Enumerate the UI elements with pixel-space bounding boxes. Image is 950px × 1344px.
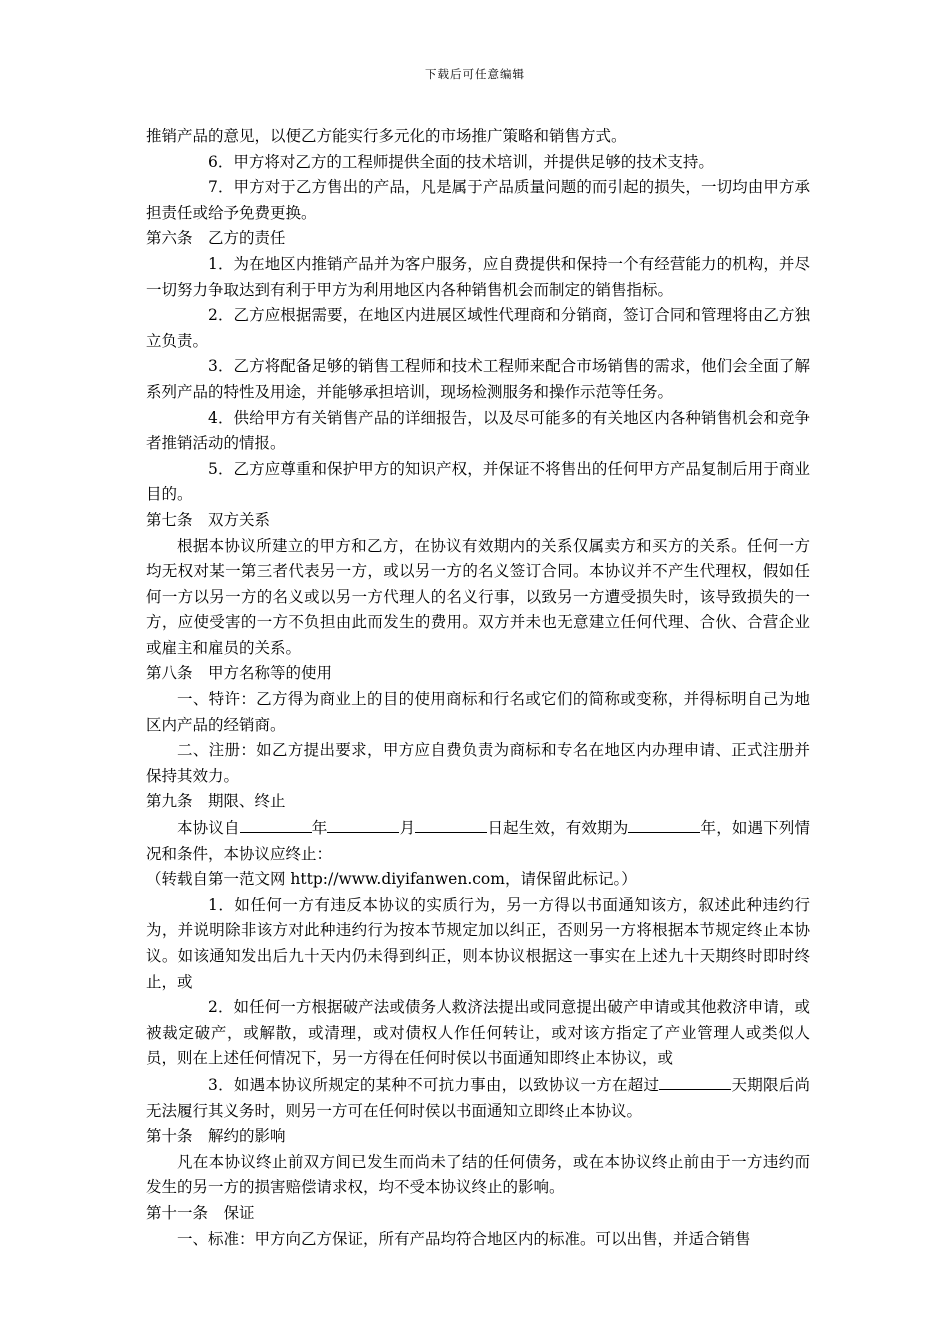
paragraph: 2．乙方应根据需要，在地区内进展区域性代理商和分销商，签订合同和管理将由乙方独立负责。 (146, 306, 810, 350)
source-note: （转载自第一范文网 http://www.diyifanwen.com，请保留此标记。） (146, 870, 637, 889)
text-span: 3．如遇本协议所规定的某种不可抗力事由，以致协议一方在超过 (208, 1075, 660, 1094)
fill-blank (628, 815, 700, 833)
text-span: 日起生效，有效期为 (487, 819, 629, 838)
paragraph: 凡在本协议终止前双方间已发生而尚未了结的任何债务，或在本协议终止前由于一方违约而发生的另一方的损害赔偿请求权，均不受本协议终止的影响。 (146, 1152, 810, 1197)
document-body (146, 124, 810, 1252)
paragraph: 2．如任何一方根据破产法或债务人救济法提出或同意提出破产申请或其他救济申请，或被裁定破产，或解散，或清理，或对债权人作任何转让，或对该方指定了产业管理人或类似人员，则在上述任何情况下，另一方得在任何时侯以书面通知即终止本协议，或 (146, 998, 810, 1068)
paragraph: 推销产品的意见，以便乙方能实行多元化的市场推广策略和销售方式。 (146, 127, 627, 145)
paragraph (146, 1072, 810, 1124)
paragraph: 5．乙方应尊重和保护甲方的知识产权，并保证不将售出的任何甲方产品复制后用于商业目的。 (146, 459, 810, 504)
fill-blank (240, 815, 312, 833)
fill-blank (415, 815, 487, 833)
fill-blank (327, 815, 399, 833)
paragraph: 一、特许：乙方得为商业上的目的使用商标和行名或它们的简称或变称，并得标明自己为地区内产品的经销商。 (146, 690, 810, 734)
paragraph: 7．甲方对于乙方售出的产品，凡是属于产品质量问题的而引起的损失，一切均由甲方承担责任或给予免费更换。 (146, 178, 810, 222)
section-heading: 第十一条 保证 (146, 1203, 255, 1222)
text-span: 年 (311, 819, 328, 838)
paragraph: 一、标准：甲方向乙方保证，所有产品均符合地区内的标准。可以出售，并适合销售 (177, 1229, 751, 1248)
fill-blank (659, 1072, 731, 1090)
section-heading: 第六条 乙方的责任 (146, 229, 286, 248)
text-span: 月 (399, 819, 416, 838)
text-span: 年，如遇下列情况和条件，本协议应终止： (146, 819, 810, 863)
page-header: 下载后可任意编辑 (425, 67, 525, 81)
paragraph: 根据本协议所建立的甲方和乙方，在协议有效期内的关系仅属卖方和买方的关系。任何一方均无权对某一第三者代表另一方，或以另一方的名义签订合同。本协议并不产生代理权，假如任何一方以另一方的名义或以另一方代理人的名义行事，以致另一方遭受损失时，该导致损失的一方，应使受害的一方不负担由此而发生的费用。双方并未也无意建立任何代理、合伙、合营企业或雇主和雇员的关系。 (146, 536, 810, 657)
term-paragraph (146, 815, 810, 867)
paragraph: 6．甲方将对乙方的工程师提供全面的技术培训，并提供足够的技术支持。 (208, 152, 714, 171)
paragraph: 4．供给甲方有关销售产品的详细报告，以及尽可能多的有关地区内各种销售机会和竞争者推销活动的情报。 (146, 408, 810, 453)
paragraph: 1．为在地区内推销产品并为客户服务，应自费提供和保持一个有经营能力的机构，并尽一切努力争取达到有利于甲方为利用地区内各种销售机会而制定的销售指标。 (146, 254, 810, 299)
text-span: 本协议自 (177, 819, 240, 838)
section-heading: 第十条 解约的影响 (146, 1127, 286, 1146)
paragraph: 3．乙方将配备足够的销售工程师和技术工程师来配合市场销售的需求，他们会全面了解系列产品的特性及用途，并能够承担培训，现场检测服务和操作示范等任务。 (146, 357, 810, 401)
section-heading: 第八条 甲方名称等的使用 (146, 664, 333, 683)
paragraph: 1．如任何一方有违反本协议的实质行为，另一方得以书面通知该方，叙述此种违约行为，并说明除非该方对此种违约行为按本节规定加以纠正，否则另一方将根据本节规定终止本协议。如该通知发出后九十天内仍未得到纠正，则本协议根据这一事实在上述九十天期终时即时终止，或 (146, 895, 810, 991)
section-heading: 第九条 期限、终止 (146, 792, 286, 811)
text-span: 天期限后尚无法履行其义务时，则另一方可在任何时侯以书面通知立即终止本协议。 (146, 1075, 810, 1120)
section-heading: 第七条 双方关系 (146, 510, 271, 529)
paragraph: 二、注册：如乙方提出要求，甲方应自费负责为商标和专名在地区内办理申请、正式注册并保持其效力。 (146, 741, 810, 785)
